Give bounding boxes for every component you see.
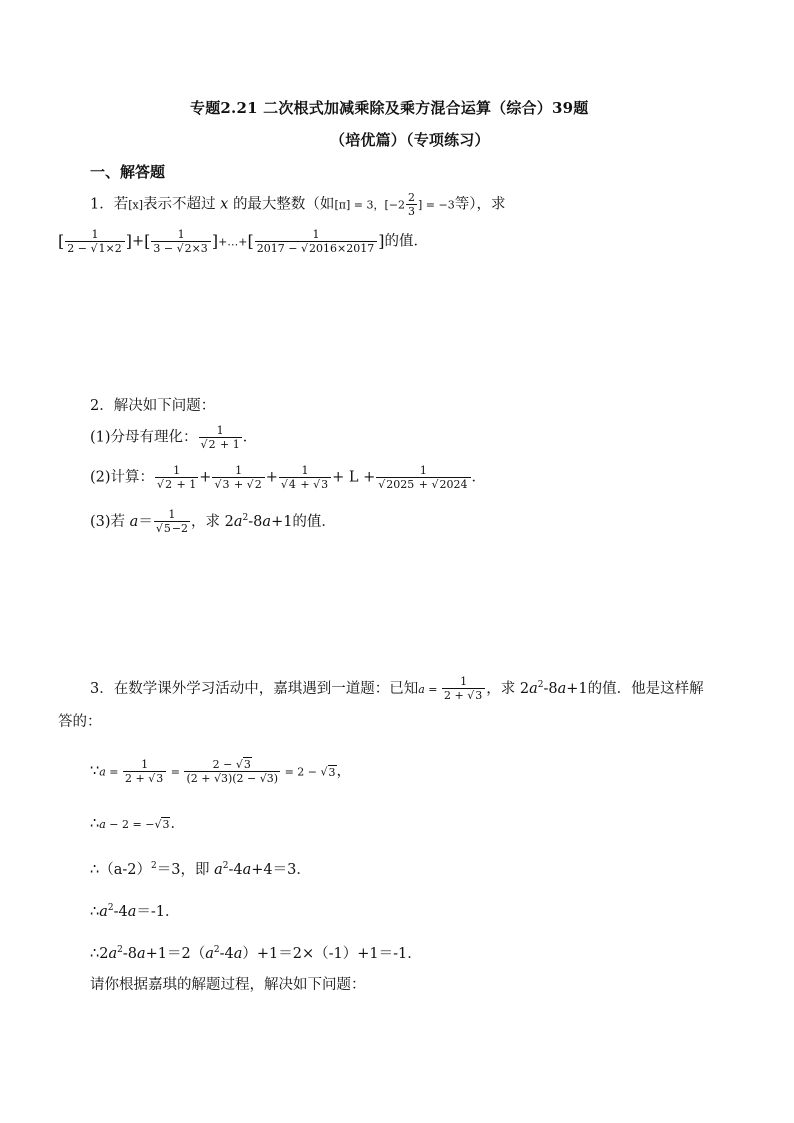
q2-part1: (1)分母有理化： $\frac{1}{√2 + 1}$ ． [90,424,258,451]
q1-example-end: 等），求 [454,196,506,213]
q3-intro: 3．在数学课外学习活动中，嘉琪遇到一道题：已知a = $\frac{1}{2 + √3}$ ，求 $2a^2-8a+1$的值．他是这样解 [90,675,704,703]
q1-mid: 表示不超过 [143,196,216,213]
q1-tail: 的值． [384,233,428,250]
q2-p2-term-last: $\frac{1}{√2025 + √2024}$ [376,464,470,491]
section-heading: 一、解答题 [90,163,166,181]
q1-prefix: 1．若 [90,196,129,213]
q3-closing: 请你根据嘉琪的解题过程，解决如下问题： [90,977,366,993]
q1-term2: $\frac{1}{3 - √2\times 3}$ [151,228,210,255]
q1-expression: [ $\frac{1}{2 - √1\times 2}$ ]+[ $\frac{1}{3 - √2\times 3}$ ]+…+[ $\frac{1}{2017 - √2016\times 2017}$ ]的值． [58,228,428,255]
q1-term1: $\frac{1}{2 - √1\times 2}$ [65,228,124,255]
q3-step2: ∴a − 2 = −√3． [90,816,185,832]
q1-var: x [220,196,229,213]
q3-s1-frac2: $\frac{2 - √3}{(2 + √3)(2 - √3)}$ [186,758,279,785]
q3-intro-line2: 答的： [58,714,102,730]
q1-example2-a: [−2 [384,198,405,212]
q3-step3: $\therefore(a-2)^2=3$，即 $a^2-4a+4=3$． [90,861,311,878]
q2-p1-frac: $\frac{1}{√2 + 1}$ [200,424,240,451]
q3-step1: ∵a = $\frac{1}{2 + √3}$ = $\frac{2 - √3}{(2 + √3)(2 - √3)}$ = 2 − √3， [90,758,352,785]
q2-part2: (2)计算： $\frac{1}{√2 + 1}$ + $\frac{1}{√3 + √2}$ + $\frac{1}{√4 + √3}$ + L + $\frac{1}{√2025 + √2024}$ ． [90,464,486,491]
q3-step4: $\therefore a^2-4a=-1$． [90,903,180,920]
q1-line1 [90,191,505,218]
q1-bracket-x: [x] [128,198,144,212]
q2-p2-term3: $\frac{1}{√4 + √3}$ [279,464,331,491]
q1-example1: [π] = 3 [334,198,374,212]
q1-example2-b: ] = −3 [417,198,455,212]
q1-example2-frac: $\frac{2}{3}$ [407,191,415,218]
q3-s1-frac1: $\frac{1}{2 + √3}$ [123,758,166,785]
q3-intro-frac: $\frac{1}{2 + √3}$ [442,675,485,702]
q2-intro: 2．解决如下问题： [90,398,216,414]
q1-term-last: $\frac{1}{2017 - √2016\times 2017}$ [255,228,377,255]
q2-p3-frac: $\frac{1}{√5-2}$ [155,508,189,536]
q2-p2-term2: $\frac{1}{√3 + √2}$ [212,464,264,491]
doc-title-line1: 专题2.21 二次根式加减乘除及乘方混合运算（综合）39题 [190,99,589,117]
q1-example-sep: ， [373,198,385,212]
q3-step5: $\therefore 2a^2-8a+1=2(a^2-4a)+1=2\times(-1)+1=-1$． [90,945,422,962]
doc-title-line2: （培优篇）（专项练习） [330,131,490,149]
q2-part3: (3)若 a＝ $\frac{1}{√5-2}$ ，求 $2a^2-8a+1$的值． [90,508,336,536]
q2-p2-term1: $\frac{1}{√2 + 1}$ [157,464,197,491]
q1-mid2: 的最大整数（如 [232,196,335,213]
